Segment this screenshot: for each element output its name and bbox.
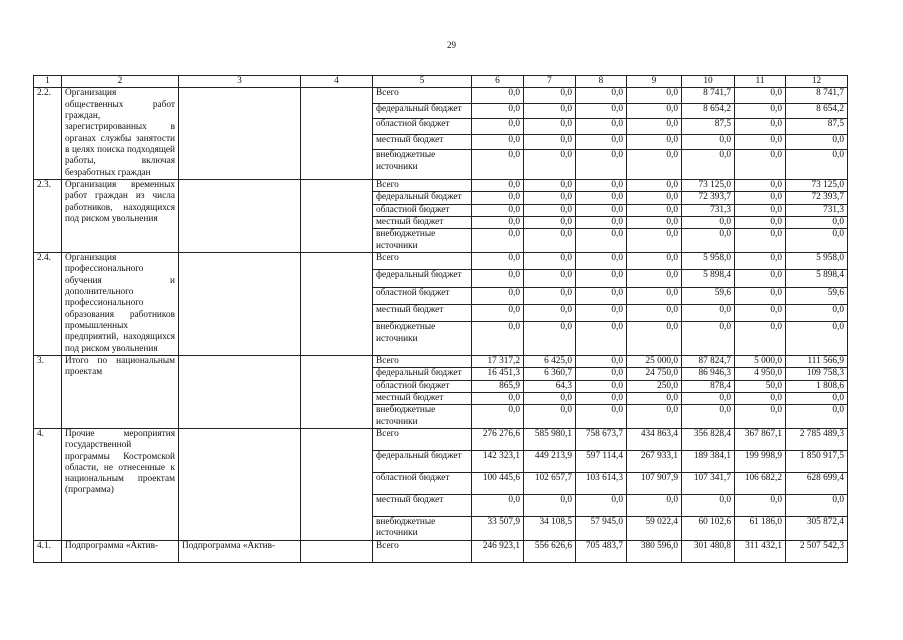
amount-cell: 0,0 <box>524 216 576 228</box>
amount-cell: 0,0 <box>524 204 576 216</box>
amount-cell: 189 384,1 <box>682 450 735 472</box>
measure-name: Организация временных работ граждан из числа работников, находящихся под риском увольнения <box>62 179 179 252</box>
amount-cell: 0,0 <box>786 134 848 149</box>
funding-source: Всего <box>373 540 472 562</box>
amount-cell: 0,0 <box>627 229 682 253</box>
amount-cell: 0,0 <box>472 405 524 429</box>
amount-cell: 5 958,0 <box>786 252 848 269</box>
funding-source: Всего <box>373 355 472 367</box>
amount-cell: 0,0 <box>627 494 682 516</box>
measure-name: Подпрограмма «Актив- <box>62 540 179 562</box>
amount-cell: 4 950,0 <box>735 368 786 380</box>
amount-cell: 0,0 <box>627 88 682 103</box>
funding-source: местный бюджет <box>373 494 472 516</box>
table-row <box>34 355 848 367</box>
row-index: 2.2. <box>34 88 62 180</box>
amount-cell: 0,0 <box>576 204 627 216</box>
amount-cell: 301 480,8 <box>682 540 735 562</box>
funding-source: Всего <box>373 252 472 269</box>
funding-source: областной бюджет <box>373 472 472 494</box>
amount-cell: 0,0 <box>627 392 682 404</box>
row-index: 4.1. <box>34 540 62 562</box>
amount-cell: 0,0 <box>735 179 786 191</box>
amount-cell: 5 000,0 <box>735 355 786 367</box>
column-4-cell <box>301 355 373 428</box>
amount-cell: 0,0 <box>576 216 627 228</box>
amount-cell: 0,0 <box>627 322 682 355</box>
table-row <box>34 540 848 562</box>
amount-cell: 0,0 <box>524 405 576 429</box>
amount-cell: 0,0 <box>472 392 524 404</box>
amount-cell: 6 425,0 <box>524 355 576 367</box>
funding-source: областной бюджет <box>373 380 472 392</box>
column-3-cell <box>179 355 301 428</box>
column-number: 8 <box>576 76 627 88</box>
amount-cell: 0,0 <box>735 405 786 429</box>
funding-source: местный бюджет <box>373 305 472 322</box>
amount-cell: 0,0 <box>627 103 682 118</box>
amount-cell: 267 933,1 <box>627 450 682 472</box>
amount-cell: 5 958,0 <box>682 252 735 269</box>
amount-cell: 103 614,3 <box>576 472 627 494</box>
amount-cell: 0,0 <box>524 305 576 322</box>
amount-cell: 0,0 <box>735 103 786 118</box>
amount-cell: 102 657,7 <box>524 472 576 494</box>
amount-cell: 0,0 <box>524 88 576 103</box>
amount-cell: 0,0 <box>576 119 627 134</box>
amount-cell: 50,0 <box>735 380 786 392</box>
amount-cell: 73 125,0 <box>682 179 735 191</box>
amount-cell: 0,0 <box>682 150 735 180</box>
table-body <box>34 88 848 562</box>
amount-cell: 0,0 <box>576 405 627 429</box>
amount-cell: 0,0 <box>576 368 627 380</box>
amount-cell: 878,4 <box>682 380 735 392</box>
amount-cell: 0,0 <box>576 179 627 191</box>
amount-cell: 87 824,7 <box>682 355 735 367</box>
amount-cell: 0,0 <box>735 305 786 322</box>
amount-cell: 24 750,0 <box>627 368 682 380</box>
amount-cell: 64,3 <box>524 380 576 392</box>
amount-cell: 34 108,5 <box>524 516 576 540</box>
amount-cell: 0,0 <box>472 305 524 322</box>
amount-cell: 0,0 <box>627 405 682 429</box>
amount-cell: 87,5 <box>682 119 735 134</box>
amount-cell: 87,5 <box>786 119 848 134</box>
amount-cell: 0,0 <box>786 405 848 429</box>
amount-cell: 0,0 <box>682 494 735 516</box>
amount-cell: 59 022,4 <box>627 516 682 540</box>
amount-cell: 0,0 <box>524 229 576 253</box>
amount-cell: 0,0 <box>472 287 524 304</box>
column-4-cell <box>301 179 373 252</box>
column-3-cell <box>179 179 301 252</box>
column-number: 11 <box>735 76 786 88</box>
amount-cell: 0,0 <box>524 252 576 269</box>
column-number: 6 <box>472 76 524 88</box>
amount-cell: 0,0 <box>627 252 682 269</box>
funding-source: областной бюджет <box>373 119 472 134</box>
amount-cell: 0,0 <box>472 216 524 228</box>
amount-cell: 0,0 <box>682 405 735 429</box>
amount-cell: 2 507 542,3 <box>786 540 848 562</box>
amount-cell: 60 102,6 <box>682 516 735 540</box>
amount-cell: 367 867,1 <box>735 428 786 450</box>
amount-cell: 0,0 <box>472 134 524 149</box>
column-number: 2 <box>62 76 179 88</box>
amount-cell: 0,0 <box>576 494 627 516</box>
amount-cell: 0,0 <box>472 252 524 269</box>
amount-cell: 628 699,4 <box>786 472 848 494</box>
amount-cell: 0,0 <box>627 287 682 304</box>
amount-cell: 731,3 <box>786 204 848 216</box>
amount-cell: 0,0 <box>576 134 627 149</box>
amount-cell: 0,0 <box>524 392 576 404</box>
amount-cell: 6 360,7 <box>524 368 576 380</box>
amount-cell: 109 758,3 <box>786 368 848 380</box>
amount-cell: 0,0 <box>472 270 524 287</box>
amount-cell: 72 393,7 <box>786 192 848 204</box>
table-row <box>34 179 848 191</box>
funding-source: местный бюджет <box>373 216 472 228</box>
amount-cell: 0,0 <box>472 322 524 355</box>
amount-cell: 0,0 <box>735 252 786 269</box>
amount-cell: 1 808,6 <box>786 380 848 392</box>
funding-source: федеральный бюджет <box>373 103 472 118</box>
amount-cell: 731,3 <box>682 204 735 216</box>
amount-cell: 556 626,6 <box>524 540 576 562</box>
amount-cell: 72 393,7 <box>682 192 735 204</box>
table-header-row <box>34 76 848 88</box>
amount-cell: 0,0 <box>627 119 682 134</box>
amount-cell: 106 682,2 <box>735 472 786 494</box>
amount-cell: 0,0 <box>524 270 576 287</box>
amount-cell: 25 000,0 <box>627 355 682 367</box>
amount-cell: 0,0 <box>524 103 576 118</box>
amount-cell: 434 863,4 <box>627 428 682 450</box>
column-3-cell <box>179 88 301 180</box>
amount-cell: 0,0 <box>682 392 735 404</box>
amount-cell: 0,0 <box>682 134 735 149</box>
amount-cell: 0,0 <box>472 179 524 191</box>
column-3-cell <box>179 252 301 355</box>
column-number: 9 <box>627 76 682 88</box>
amount-cell: 0,0 <box>735 119 786 134</box>
funding-source: федеральный бюджет <box>373 450 472 472</box>
column-number: 3 <box>179 76 301 88</box>
amount-cell: 5 898,4 <box>682 270 735 287</box>
amount-cell: 16 451,3 <box>472 368 524 380</box>
measure-name: Организация профессионального обучения и дополнительного профессионального образования работников промышленных предприятий, находящихся под риском увольнения <box>62 252 179 355</box>
row-index: 2.4. <box>34 252 62 355</box>
amount-cell: 0,0 <box>627 192 682 204</box>
column-4-cell <box>301 540 373 562</box>
amount-cell: 356 828,4 <box>682 428 735 450</box>
amount-cell: 0,0 <box>735 216 786 228</box>
amount-cell: 0,0 <box>576 392 627 404</box>
amount-cell: 0,0 <box>735 88 786 103</box>
amount-cell: 0,0 <box>472 103 524 118</box>
column-number: 4 <box>301 76 373 88</box>
amount-cell: 107 907,9 <box>627 472 682 494</box>
amount-cell: 8 741,7 <box>786 88 848 103</box>
amount-cell: 276 276,6 <box>472 428 524 450</box>
funding-source: внебюджетные источники <box>373 229 472 253</box>
amount-cell: 8 654,2 <box>682 103 735 118</box>
amount-cell: 0,0 <box>524 494 576 516</box>
amount-cell: 107 341,7 <box>682 472 735 494</box>
funding-source: федеральный бюджет <box>373 270 472 287</box>
amount-cell: 0,0 <box>682 322 735 355</box>
column-4-cell <box>301 252 373 355</box>
column-number: 5 <box>373 76 472 88</box>
amount-cell: 5 898,4 <box>786 270 848 287</box>
amount-cell: 0,0 <box>472 192 524 204</box>
column-3-cell: Подпрограмма «Актив- <box>179 540 301 562</box>
amount-cell: 0,0 <box>735 229 786 253</box>
amount-cell: 0,0 <box>682 305 735 322</box>
row-index: 2.3. <box>34 179 62 252</box>
amount-cell: 449 213,9 <box>524 450 576 472</box>
amount-cell: 57 945,0 <box>576 516 627 540</box>
table-row <box>34 88 848 103</box>
amount-cell: 0,0 <box>576 192 627 204</box>
amount-cell: 0,0 <box>627 179 682 191</box>
funding-source: федеральный бюджет <box>373 368 472 380</box>
amount-cell: 0,0 <box>472 119 524 134</box>
amount-cell: 0,0 <box>576 355 627 367</box>
row-index: 3. <box>34 355 62 428</box>
amount-cell: 0,0 <box>524 179 576 191</box>
amount-cell: 8 654,2 <box>786 103 848 118</box>
funding-source: областной бюджет <box>373 287 472 304</box>
amount-cell: 0,0 <box>682 216 735 228</box>
funding-source: Всего <box>373 88 472 103</box>
amount-cell: 246 923,1 <box>472 540 524 562</box>
column-number: 7 <box>524 76 576 88</box>
column-number: 1 <box>34 76 62 88</box>
amount-cell: 0,0 <box>576 252 627 269</box>
column-number: 10 <box>682 76 735 88</box>
amount-cell: 585 980,1 <box>524 428 576 450</box>
amount-cell: 0,0 <box>524 119 576 134</box>
amount-cell: 0,0 <box>786 322 848 355</box>
amount-cell: 0,0 <box>576 88 627 103</box>
page-number: 29 <box>447 40 456 50</box>
amount-cell: 0,0 <box>576 287 627 304</box>
amount-cell: 0,0 <box>524 150 576 180</box>
amount-cell: 0,0 <box>786 150 848 180</box>
column-3-cell <box>179 428 301 540</box>
amount-cell: 100 445,6 <box>472 472 524 494</box>
funding-source: местный бюджет <box>373 134 472 149</box>
amount-cell: 0,0 <box>735 392 786 404</box>
amount-cell: 0,0 <box>524 287 576 304</box>
amount-cell: 597 114,4 <box>576 450 627 472</box>
amount-cell: 0,0 <box>472 204 524 216</box>
amount-cell: 86 946,3 <box>682 368 735 380</box>
budget-table <box>33 75 848 563</box>
amount-cell: 142 323,1 <box>472 450 524 472</box>
amount-cell: 311 432,1 <box>735 540 786 562</box>
amount-cell: 0,0 <box>786 305 848 322</box>
amount-cell: 33 507,9 <box>472 516 524 540</box>
amount-cell: 0,0 <box>576 103 627 118</box>
amount-cell: 0,0 <box>682 229 735 253</box>
amount-cell: 0,0 <box>524 192 576 204</box>
amount-cell: 305 872,4 <box>786 516 848 540</box>
amount-cell: 8 741,7 <box>682 88 735 103</box>
amount-cell: 865,9 <box>472 380 524 392</box>
amount-cell: 0,0 <box>627 216 682 228</box>
amount-cell: 0,0 <box>627 150 682 180</box>
row-index: 4. <box>34 428 62 540</box>
amount-cell: 61 186,0 <box>735 516 786 540</box>
amount-cell: 0,0 <box>576 380 627 392</box>
funding-source: Всего <box>373 428 472 450</box>
funding-source: внебюджетные источники <box>373 150 472 180</box>
amount-cell: 59,6 <box>682 287 735 304</box>
table-row <box>34 252 848 269</box>
amount-cell: 0,0 <box>786 216 848 228</box>
funding-source: внебюджетные источники <box>373 516 472 540</box>
amount-cell: 0,0 <box>735 192 786 204</box>
amount-cell: 250,0 <box>627 380 682 392</box>
amount-cell: 59,6 <box>786 287 848 304</box>
amount-cell: 0,0 <box>627 305 682 322</box>
amount-cell: 0,0 <box>472 88 524 103</box>
amount-cell: 1 850 917,5 <box>786 450 848 472</box>
amount-cell: 0,0 <box>576 150 627 180</box>
funding-source: внебюджетные источники <box>373 322 472 355</box>
amount-cell: 0,0 <box>472 494 524 516</box>
amount-cell: 199 998,9 <box>735 450 786 472</box>
amount-cell: 380 596,0 <box>627 540 682 562</box>
amount-cell: 0,0 <box>735 134 786 149</box>
table-row <box>34 428 848 450</box>
amount-cell: 0,0 <box>735 287 786 304</box>
amount-cell: 0,0 <box>627 134 682 149</box>
amount-cell: 2 785 489,3 <box>786 428 848 450</box>
funding-source: областной бюджет <box>373 204 472 216</box>
amount-cell: 0,0 <box>786 494 848 516</box>
amount-cell: 73 125,0 <box>786 179 848 191</box>
measure-name: Прочие мероприятия государственной программы Костромской области, не отнесенные к национальным проектам (программа) <box>62 428 179 540</box>
funding-source: местный бюджет <box>373 392 472 404</box>
amount-cell: 0,0 <box>472 150 524 180</box>
measure-name: Организация общественных работ граждан, зарегистрированных в органах службы занятости в целях поиска подходящей работы, включая безработных граждан <box>62 88 179 180</box>
amount-cell: 0,0 <box>524 134 576 149</box>
amount-cell: 0,0 <box>627 270 682 287</box>
column-4-cell <box>301 428 373 540</box>
amount-cell: 0,0 <box>735 150 786 180</box>
funding-source: федеральный бюджет <box>373 192 472 204</box>
amount-cell: 0,0 <box>627 204 682 216</box>
amount-cell: 758 673,7 <box>576 428 627 450</box>
amount-cell: 0,0 <box>576 229 627 253</box>
funding-source: внебюджетные источники <box>373 405 472 429</box>
amount-cell: 0,0 <box>786 229 848 253</box>
amount-cell: 0,0 <box>576 322 627 355</box>
amount-cell: 705 483,7 <box>576 540 627 562</box>
amount-cell: 0,0 <box>524 322 576 355</box>
column-number: 12 <box>786 76 848 88</box>
funding-source: Всего <box>373 179 472 191</box>
amount-cell: 0,0 <box>786 392 848 404</box>
amount-cell: 0,0 <box>576 305 627 322</box>
amount-cell: 0,0 <box>735 204 786 216</box>
amount-cell: 0,0 <box>735 494 786 516</box>
amount-cell: 111 566,9 <box>786 355 848 367</box>
amount-cell: 0,0 <box>576 270 627 287</box>
amount-cell: 0,0 <box>735 270 786 287</box>
column-4-cell <box>301 88 373 180</box>
amount-cell: 0,0 <box>472 229 524 253</box>
measure-name: Итого по национальным проектам <box>62 355 179 428</box>
amount-cell: 0,0 <box>735 322 786 355</box>
amount-cell: 17 317,2 <box>472 355 524 367</box>
